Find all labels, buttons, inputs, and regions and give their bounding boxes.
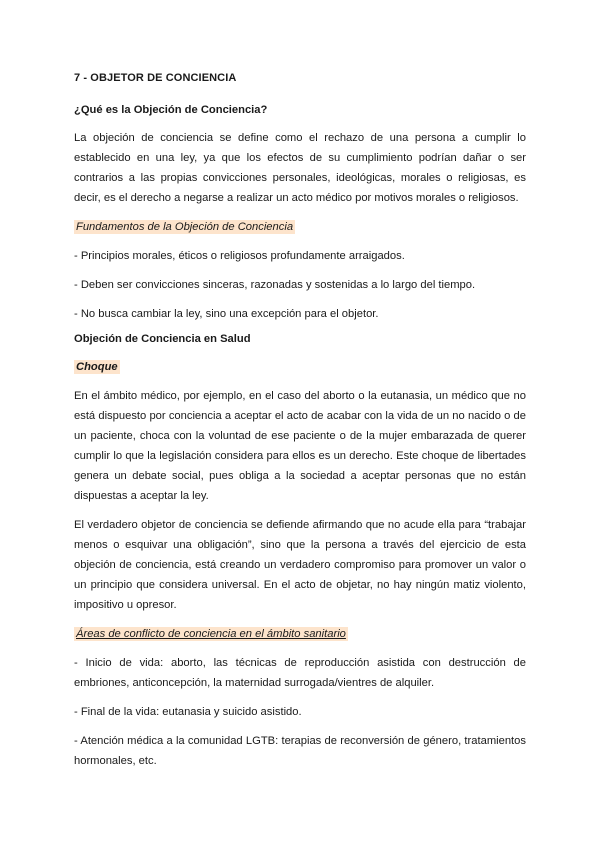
choque-label: Choque	[76, 361, 118, 373]
areas-item: - Atención médica a la comunidad LGTB: terapias de reconversión de género, tratamientos hormonales, etc.	[74, 735, 526, 767]
salud-paragraph-2: El verdadero objetor de conciencia se defiende afirmando que no acude ella para “trabajar menos o esquivar una obligación”, sino que la persona a través del ejercicio de esta objeción de conciencia, está creando un verdadero compromiso para promover un valor o un principio que considera universal. En el acto de objetar, no hay ningún matiz violento, impositivo u opresor.	[74, 519, 526, 611]
question-heading: ¿Qué es la Objeción de Conciencia?	[74, 104, 268, 116]
areas-heading-row	[74, 624, 526, 644]
fundamentos-heading-row	[74, 217, 526, 237]
fundamentos-heading: Fundamentos de la Objeción de Conciencia	[76, 221, 294, 233]
fundamentos-item: - No busca cambiar la ley, sino una excepción para el objetor.	[74, 308, 379, 320]
areas-item: - Final de la vida: eutanasia y suicido asistido.	[74, 706, 302, 718]
fundamentos-item: - Principios morales, éticos o religiosos profundamente arraigados.	[74, 250, 405, 262]
salud-heading: Objeción de Conciencia en Salud	[74, 333, 251, 345]
fundamentos-item: - Deben ser convicciones sinceras, razonadas y sostenidas a lo largo del tiempo.	[74, 279, 476, 291]
definition-paragraph: La objeción de conciencia se define como el rechazo de una persona a cumplir lo establecido en una ley, ya que los efectos de su cumplimiento podrían dañar o ser contrarios a las propias convicciones personales, ideológicas, morales o religiosas, es decir, es el derecho a negarse a realizar un acto médico por motivos morales o religiosos.	[74, 132, 526, 204]
choque-label-row	[74, 357, 526, 377]
salud-paragraph-1: En el ámbito médico, por ejemplo, en el caso del aborto o la eutanasia, un médico que no está dispuesto por conciencia a aceptar el acto de acabar con la vida de un no nacido o de un paciente, choca con la voluntad de ese paciente o de la mujer embarazada de querer cumplir lo que la legislación considera para ellos es un derecho. Este choque de libertades genera un debate social, pues obliga a la sociedad a aceptar personas que no están dispuestas a aceptar la ley.	[74, 390, 526, 502]
section-title: 7 - OBJETOR DE CONCIENCIA	[74, 72, 237, 84]
areas-item: - Inicio de vida: aborto, las técnicas de reproducción asistida con destrucción de embriones, anticoncepción, la maternidad surrogada/vientres de alquiler.	[74, 657, 526, 689]
areas-heading: Áreas de conflicto de conciencia en el ámbito sanitario	[76, 628, 346, 640]
